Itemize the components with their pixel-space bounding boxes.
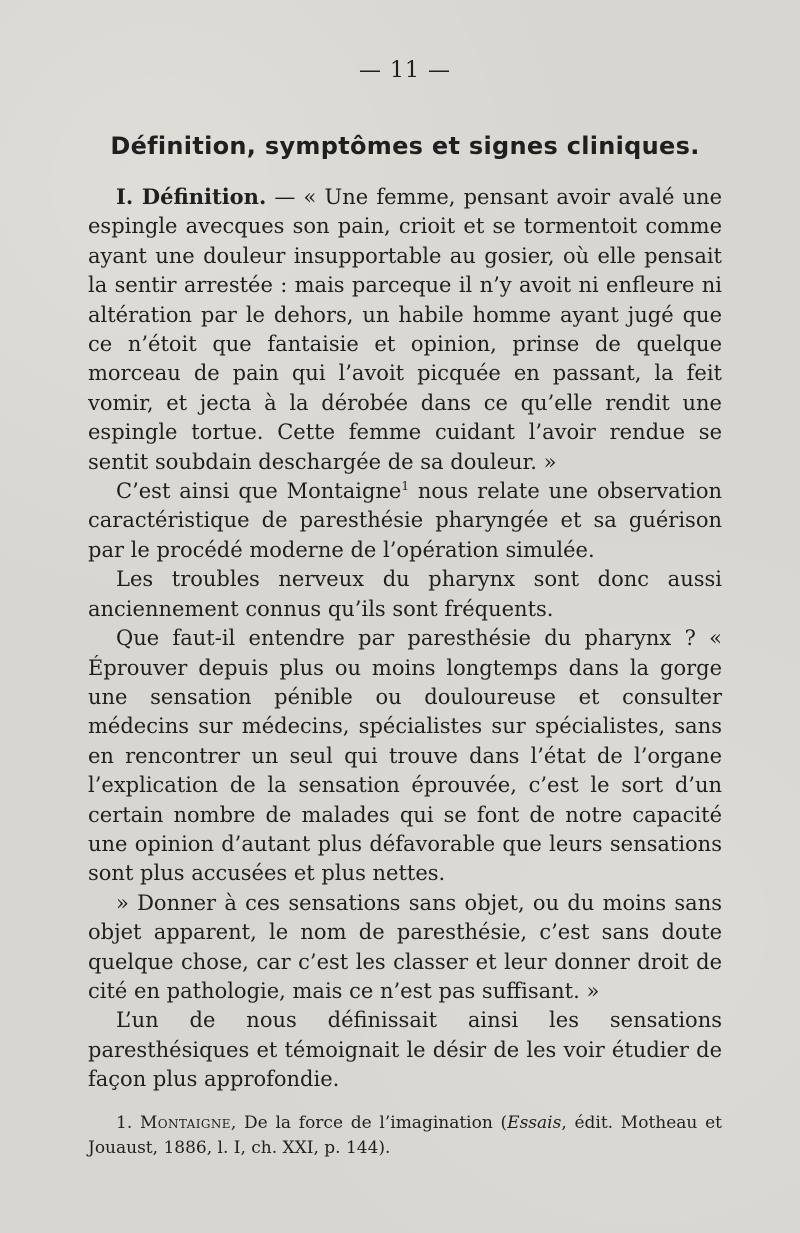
footnote-reference: 1 xyxy=(401,479,409,494)
footnote-part-2: , édit. Motheau et Jouaust, 1886, l. I, ch. XXI, p. 144). xyxy=(88,1112,722,1158)
paragraph-conclusion: L’un de nous définissait ainsi les sensations paresthésiques et témoignait le désir de les voir étudier de façon plus approfondie. xyxy=(88,1008,722,1092)
page-title: Définition, symptômes et signes cliniques. xyxy=(110,132,700,160)
footnotes xyxy=(88,1111,722,1161)
montaigne-text-after-ref: nous relate une observation caractéristique de paresthésie pharyngée et sa guérison par le procédé moderne de l’opération simulée. xyxy=(88,479,722,562)
footnote-work: Essais xyxy=(507,1112,562,1133)
definition-text: — « Une femme, pensant avoir avalé une espingle avecques son pain, crioit et se tormentoit comme ayant une douleur insupportable au gosier, où elle pensait la sentir arrestée : mais parceque il n’y avoit ni enfleure ni altération par le dehors, un habile homme ayant jugé que ce n’étoit que fantaisie et opinion, prinse de quelque morceau de pain qui l’avoit picquée en passant, la feit vomir, et jecta à la dérobée dans ce qu’elle rendit une espingle tortue. Cette femme cuidant l’avoir rendue se sentit soubdain deschargée de sa douleur. » xyxy=(88,185,722,474)
body-text xyxy=(88,182,722,1095)
footnote-part-1: , De la force de l’imagination ( xyxy=(230,1112,508,1133)
paragraph-troubles: Les troubles nerveux du pharynx sont donc aussi anciennement connus qu’ils sont fréquents. xyxy=(88,567,722,621)
footnote-author: Montaigne xyxy=(139,1112,231,1133)
footnote-1 xyxy=(88,1111,722,1161)
paragraph-definition xyxy=(88,182,722,477)
montaigne-text-before-ref: C’est ainsi que Montaigne xyxy=(116,479,402,504)
definition-heading: I. Définition. xyxy=(116,184,267,209)
footnote-number: 1. xyxy=(116,1112,133,1133)
page-number: — 11 — xyxy=(359,58,451,83)
paragraph-sensations: » Donner à ces sensations sans objet, ou du moins sans objet apparent, le nom de paresthésie, c’est sans doute quelque chose, car c’est les classer et leur donner droit de cité en pathologie, mais ce n’est pas suffisant. » xyxy=(88,890,722,1003)
paragraph-montaigne xyxy=(88,477,722,565)
paragraph-question: Que faut-il entendre par paresthésie du pharynx ? « Éprouver depuis plus ou moins longtemps dans la gorge une sensation pénible ou douloureuse et consulter médecins sur médecins, spécialistes sur spécialistes, sans en rencontrer un seul qui trouve dans l’état de l’organe l’explication de la sensation éprouvée, c’est le sort d’un certain nombre de malades qui se font de notre capacité une opinion d’autant plus défavorable que leurs sensations sont plus accusées et plus nettes. xyxy=(88,626,722,886)
